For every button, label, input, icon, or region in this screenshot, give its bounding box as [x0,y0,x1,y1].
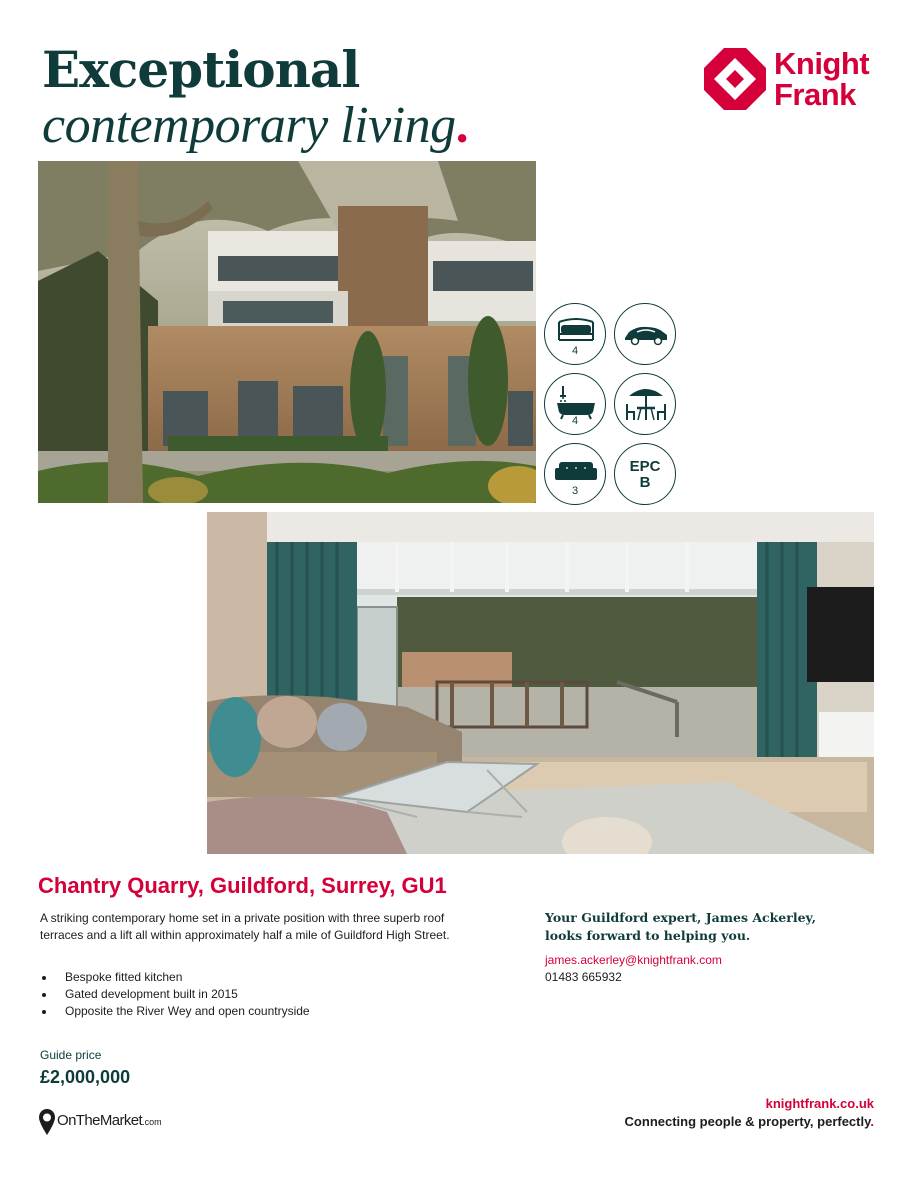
property-address: Chantry Quarry, Guildford, Surrey, GU1 [38,873,447,898]
terrace-icon [615,374,677,436]
onthemarket-text [57,1112,162,1129]
feature-list-item: Bespoke fitted kitchen [40,969,310,986]
bathrooms-badge [544,373,606,435]
logo-text-knight: Knight [774,46,870,81]
tagline-dot: . [870,1114,874,1129]
headline-dot: . [455,97,469,154]
onthemarket-logo[interactable] [38,1108,178,1136]
headline [42,40,468,152]
epc-rating: B [639,474,651,491]
epc-text [615,459,675,491]
price-label: Guide price [40,1048,102,1062]
onthemarket-name: OnTheMarket [57,1112,143,1129]
expert-email-link[interactable]: james.ackerley@knightfrank.com [545,953,722,967]
onthemarket-suffix: .com [142,1117,162,1127]
logo-mark-icon [704,48,766,110]
expert-message: Your Guildford expert, James Ackerley, looks forward to helping you. [545,910,816,943]
headline-line-1: Exceptional [42,40,360,99]
tagline-text: Connecting people & property, perfectly [624,1114,871,1129]
epc-badge [614,443,676,505]
interior-photo [207,512,874,854]
receptions-count: 3 [571,485,579,497]
bathrooms-count: 4 [571,415,579,427]
logo-text [774,48,869,110]
map-pin-icon [38,1108,56,1136]
expert-phone[interactable]: 01483 665932 [545,970,622,984]
headline-line-2-text: contemporary living [42,97,456,154]
receptions-badge [544,443,606,505]
feature-list [40,969,310,1020]
headline-line-2 [42,97,469,154]
terrace-badge [614,373,676,435]
tagline [625,1114,874,1129]
website-link[interactable]: knightfrank.co.uk [765,1096,874,1111]
property-description: A striking contemporary home set in a private position with three superb roof terraces and a lift all within approximately half a mile of Guildford High Street. [40,911,450,942]
logo-text-frank: Frank [774,77,856,112]
bedrooms-count: 4 [571,345,579,357]
epc-label: EPC [629,458,661,475]
price-value: £2,000,000 [40,1067,131,1087]
feature-list-item: Opposite the River Wey and open countryside [40,1003,310,1020]
bedrooms-badge [544,303,606,365]
knight-frank-logo[interactable] [704,48,879,112]
parking-badge [614,303,676,365]
car-icon [615,304,677,366]
feature-list-item: Gated development built in 2015 [40,986,310,1003]
exterior-photo [38,161,536,503]
